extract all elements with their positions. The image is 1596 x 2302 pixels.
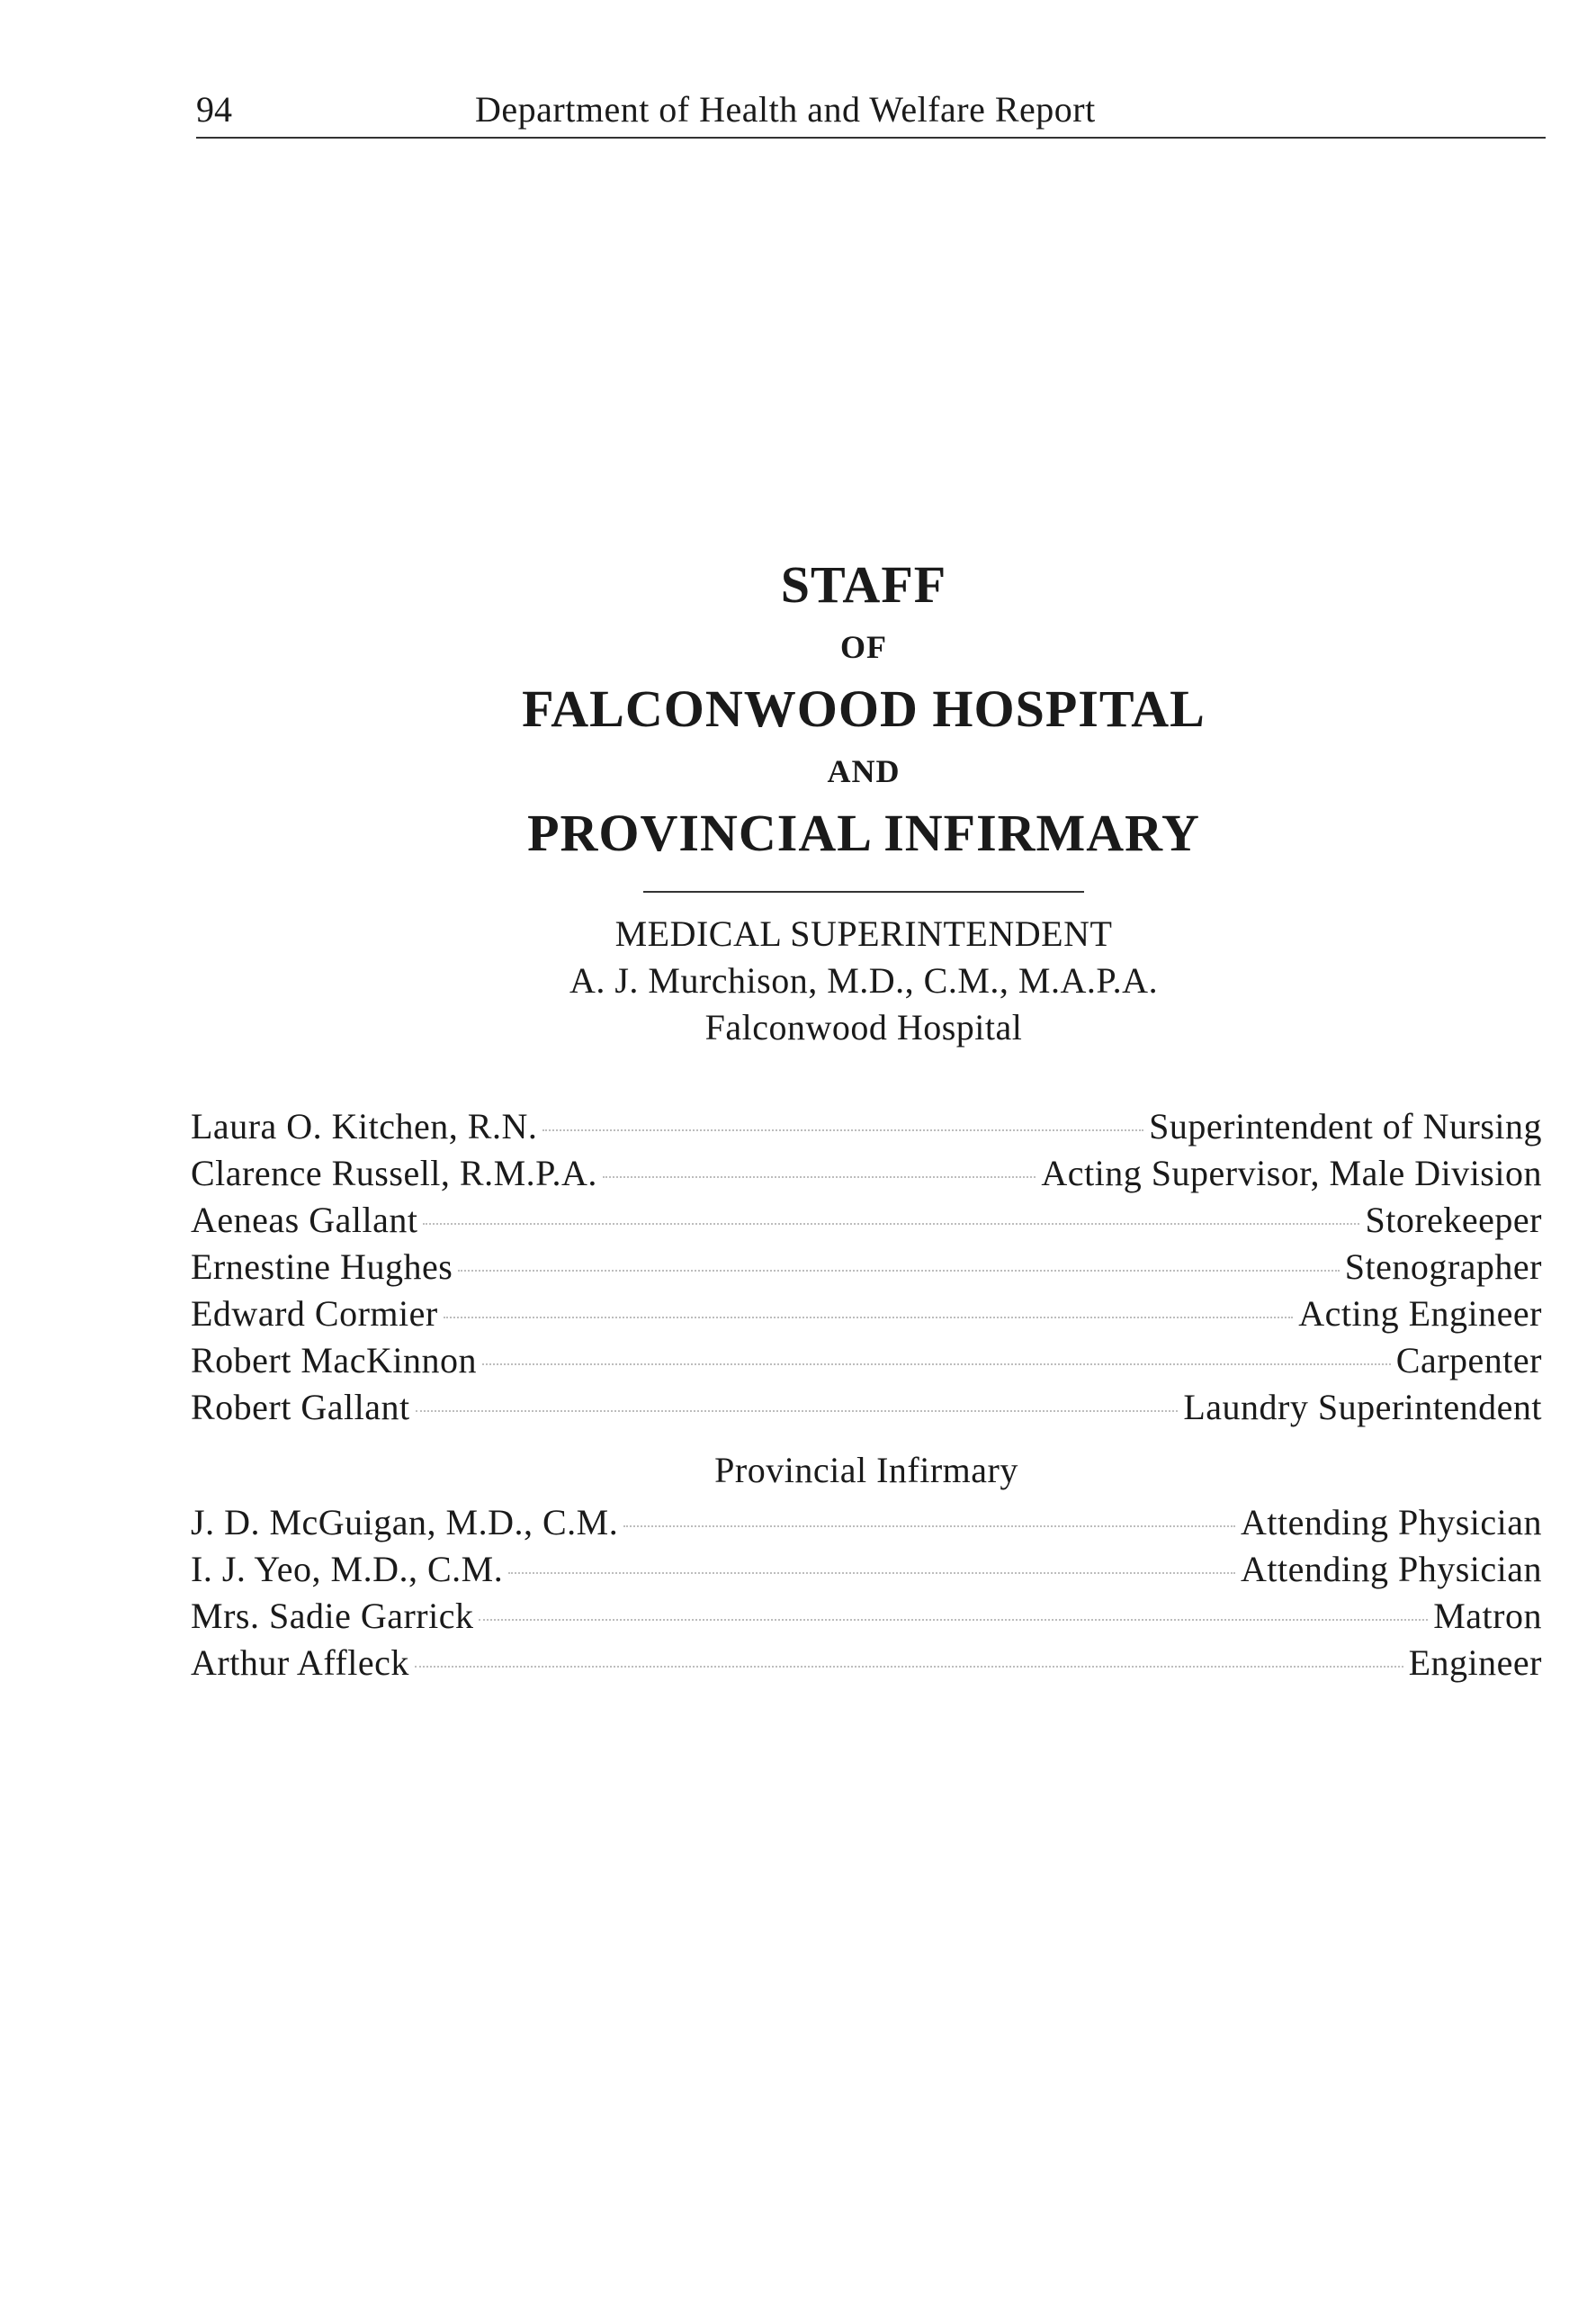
title-falconwood-hospital: FALCONWOOD HOSPITAL bbox=[522, 679, 1206, 738]
staff-name: Robert Gallant bbox=[191, 1387, 410, 1427]
dot-leader bbox=[416, 1410, 1179, 1412]
staff-row bbox=[191, 1337, 1542, 1384]
staff-list bbox=[191, 1103, 1542, 1686]
dot-leader bbox=[508, 1572, 1235, 1574]
title-block bbox=[432, 551, 1296, 1051]
staff-name: I. J. Yeo, M.D., C.M. bbox=[191, 1549, 504, 1589]
staff-title: Stenographer bbox=[1344, 1246, 1542, 1287]
dot-leader bbox=[542, 1129, 1143, 1131]
staff-title: Attending Physician bbox=[1240, 1549, 1542, 1589]
running-head-title: Department of Health and Welfare Report bbox=[475, 89, 1096, 130]
staff-name: Mrs. Sadie Garrick bbox=[191, 1596, 474, 1636]
staff-row bbox=[191, 1103, 1542, 1150]
staff-name: Edward Cormier bbox=[191, 1293, 438, 1334]
staff-name: Clarence Russell, R.M.P.A. bbox=[191, 1153, 597, 1193]
staff-title: Engineer bbox=[1408, 1642, 1542, 1683]
dot-leader bbox=[423, 1223, 1359, 1225]
superintendent-name: A. J. Murchison, M.D., C.M., M.A.P.A. bbox=[569, 960, 1159, 1001]
title-of: OF bbox=[840, 629, 887, 665]
dot-leader bbox=[603, 1176, 1036, 1178]
staff-row bbox=[191, 1546, 1542, 1593]
title-staff: STAFF bbox=[780, 555, 947, 614]
staff-title: Acting Engineer bbox=[1298, 1293, 1542, 1334]
title-provincial-infirmary: PROVINCIAL INFIRMARY bbox=[527, 804, 1200, 862]
dot-leader bbox=[458, 1270, 1339, 1272]
dot-leader bbox=[623, 1525, 1235, 1527]
staff-name: Ernestine Hughes bbox=[191, 1246, 453, 1287]
staff-row bbox=[191, 1150, 1542, 1197]
staff-name: Robert MacKinnon bbox=[191, 1340, 477, 1380]
staff-title: Matron bbox=[1433, 1596, 1542, 1636]
dot-leader bbox=[479, 1619, 1428, 1621]
dot-leader bbox=[415, 1666, 1403, 1668]
staff-title: Attending Physician bbox=[1240, 1502, 1542, 1542]
superintendent-institution: Falconwood Hospital bbox=[704, 1007, 1023, 1048]
staff-name: Aeneas Gallant bbox=[191, 1200, 418, 1240]
staff-row bbox=[191, 1384, 1542, 1431]
page-number: 94 bbox=[196, 89, 232, 130]
staff-title: Carpenter bbox=[1395, 1340, 1542, 1380]
staff-title: Storekeeper bbox=[1365, 1200, 1542, 1240]
staff-title: Acting Supervisor, Male Division bbox=[1041, 1153, 1542, 1193]
staff-name: Laura O. Kitchen, R.N. bbox=[191, 1106, 538, 1147]
staff-title: Laundry Superintendent bbox=[1183, 1387, 1542, 1427]
staff-row bbox=[191, 1640, 1542, 1686]
title-rule bbox=[643, 891, 1084, 893]
staff-row bbox=[191, 1499, 1542, 1546]
staff-title: Superintendent of Nursing bbox=[1149, 1106, 1542, 1147]
staff-row bbox=[191, 1244, 1542, 1290]
staff-row bbox=[191, 1197, 1542, 1244]
staff-name: J. D. McGuigan, M.D., C.M. bbox=[191, 1502, 619, 1542]
dot-leader bbox=[444, 1317, 1294, 1318]
header-rule bbox=[196, 137, 1546, 139]
staff-row bbox=[191, 1290, 1542, 1337]
staff-name: Arthur Affleck bbox=[191, 1642, 409, 1683]
title-and: AND bbox=[827, 753, 901, 789]
dot-leader bbox=[482, 1363, 1391, 1365]
infirmary-heading: Provincial Infirmary bbox=[714, 1450, 1018, 1490]
superintendent-heading: MEDICAL SUPERINTENDENT bbox=[614, 913, 1113, 954]
staff-row bbox=[191, 1593, 1542, 1640]
running-head bbox=[196, 83, 1546, 139]
